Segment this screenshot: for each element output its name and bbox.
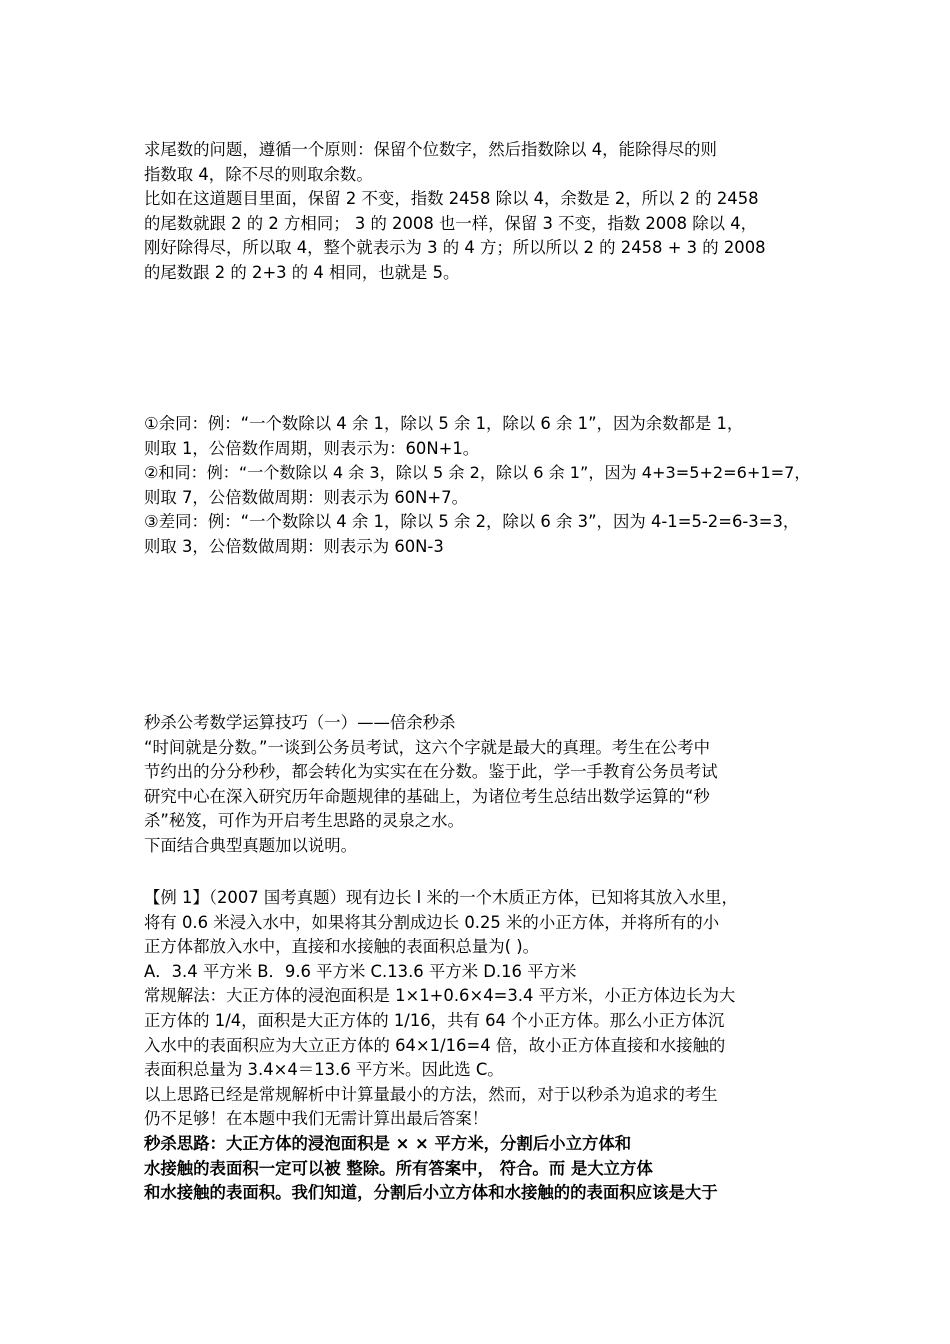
text-line: 正方体的 1/4，面积是大正方体的 1/16，共有 64 个小正方体。那么小正方体沉 — [144, 1010, 725, 1030]
bold-text-line: 水接触的表面积一定可以被 整除。所有答案中， 符合。而 是大立方体 — [144, 1158, 653, 1178]
text-line: 求尾数的问题，遵循一个原则：保留个位数字，然后指数除以 4，能除得尽的则 — [144, 140, 717, 159]
text-line: 将有 0.6 米浸入水中，如果将其分割成边长 0.25 米的小正方体，并将所有的小 — [144, 912, 720, 932]
tail-digit-explanation — [144, 138, 814, 286]
text-line: ③差同：例：“一个数除以 4 余 1，除以 5 余 2，除以 6 余 3”，因为 4-1=5-2=6-3=3， — [144, 512, 800, 532]
bold-text-line: 秒杀思路：大正方体的浸泡面积是 × × 平方米，分割后小立方体和 — [144, 1133, 632, 1153]
article-title: 秒杀公考数学运算技巧（一）——倍余秒杀 — [144, 713, 456, 732]
text-line: “时间就是分数。”一谈到公务员考试，这六个字就是最大的真理。考生在公考中 — [144, 737, 711, 757]
text-line: 仍不足够！在本题中我们无需计算出最后答案！ — [144, 1109, 489, 1129]
text-line: 常规解法：大正方体的浸泡面积是 1×1+0.6×4=3.4 平方米，小正方体边长为大 — [144, 986, 736, 1006]
text-line: 节约出的分分秒秒，都会转化为实实在在分数。鉴于此，学一手教育公务员考试 — [144, 762, 718, 782]
text-line: 研究中心在深入研究历年命题规律的基础上，为诸位考生总结出数学运算的“秒 — [144, 786, 710, 806]
text-line: 则取 1，公倍数作周期，则表示为：60N+1。 — [144, 438, 480, 458]
text-line: ②和同：例：“一个数除以 4 余 3，除以 5 余 2，除以 6 余 1”，因为 4+3=5+2=6+1=7， — [144, 463, 811, 483]
text-line: 刚好除得尽，所以取 4，整个就表示为 3 的 4 方；所以所以 2 的 2458 + 3 的 2008 — [144, 238, 766, 258]
text-line: 下面结合典型真题加以说明。 — [144, 835, 358, 855]
answer-options: A．3.4 平方米 B．9.6 平方米 C.13.6 平方米 D.16 平方米 — [144, 961, 577, 981]
text-line: 比如在这道题目里面，保留 2 不变，指数 2458 除以 4，余数是 2，所以 2 的 2458 — [144, 189, 759, 209]
text-line: 指数取 4，除不尽的则取余数。 — [144, 164, 373, 184]
text-line: 的尾数跟 2 的 2+3 的 4 相同，也就是 5。 — [144, 262, 460, 282]
text-line: 的尾数就跟 2 的 2 方相同； 3 的 2008 也一样，保留 3 不变，指数 2008 除以 4， — [144, 213, 758, 233]
text-line: 则取 7，公倍数做周期：则表示为 60N+7。 — [144, 487, 468, 507]
text-line: 则取 3，公倍数做周期：则表示为 60N-3 — [144, 536, 444, 556]
bold-text-line: 和水接触的表面积。我们知道，分割后小立方体和水接触的的表面积应该是大于 — [144, 1183, 718, 1203]
text-line: ①余同：例：“一个数除以 4 余 1，除以 5 余 1，除以 6 余 1”，因为余数都是 1， — [144, 414, 744, 433]
text-line: 以上思路已经是常规解析中计算量最小的方法，然而，对于以秒杀为追求的考生 — [144, 1084, 718, 1104]
article-intro — [144, 711, 814, 859]
remainder-rules — [144, 412, 814, 560]
text-line: 表面积总量为 3.4×4＝13.6 平方米。因此选 C。 — [144, 1060, 504, 1080]
text-line: 入水中的表面积应为大立正方体的 64×1/16=4 倍，故小正方体直接和水接触的 — [144, 1035, 726, 1055]
text-line: 正方体都放入水中，直接和水接触的表面积总量为( )。 — [144, 937, 539, 957]
text-line: 【例 1】（2007 国考真题）现有边长 l 米的一个木质正方体，已知将其放入水里， — [144, 888, 738, 907]
example-1 — [144, 886, 814, 1206]
text-line: 杀”秘笈，可作为开启考生思路的灵泉之水。 — [144, 811, 464, 831]
